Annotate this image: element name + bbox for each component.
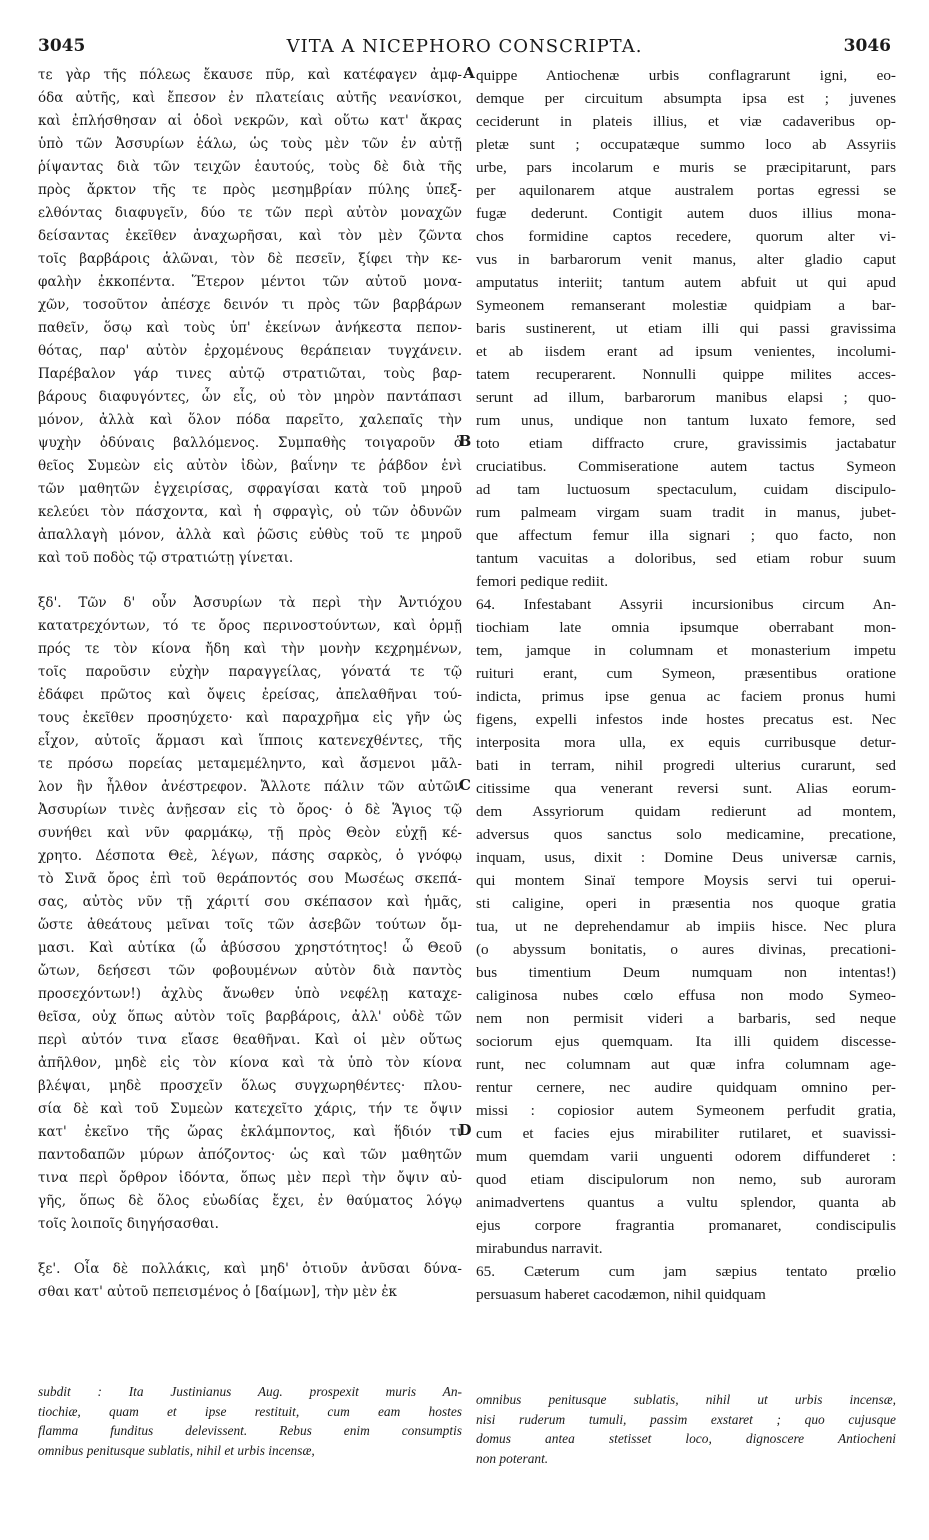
text-line: Παρέβαλον γάρ τινες αὐτῷ στρατιῶται, τοὺς βαρ- bbox=[38, 366, 462, 382]
text-line: θεῖσα, οὐχ ὅπως αὐτὸν τοῖς βαρβάροις, ἀλλ' οὐδὲ τῶν bbox=[38, 1009, 462, 1025]
text-line: ad tam luctuosum spectaculum, cuidam discipulo- bbox=[476, 481, 896, 498]
text-line: interposita mora ulla, ex equis curribusque detur- bbox=[476, 734, 896, 751]
text-line: δείσαντας ἐκεῖθεν ἀναχωρῆσαι, καὶ τὸν μὲν ζῶντα bbox=[38, 228, 462, 244]
text-line: μόνον, ἀλλὰ καὶ ὅλον πόδα παρεῖτο, χαλεπαῖς τὴν bbox=[38, 412, 462, 428]
text-line: adversus quos sanctus solo medicamine, precatione, bbox=[476, 826, 896, 843]
text-line: θότας, παρ' αὐτὸν ἐρχομένους θεράπειαν τυγχάνειν. bbox=[38, 343, 462, 359]
text-line: cruciatibus. Commiseratione autem tactus Symeon bbox=[476, 458, 896, 475]
page-number-left: 3045 bbox=[38, 36, 86, 56]
text-line: rum palmeam virgam suam tradit in manus, jubet- bbox=[476, 504, 896, 521]
text-line: θεῖος Συμεὼν εἰς αὐτὸν ἰδὼν, βαΐνην τε ῥάβδον ἑνὶ bbox=[38, 458, 462, 474]
text-line: citissime qua venerant reversi sunt. Alias eorum- bbox=[476, 780, 896, 797]
text-line: tem, jamque in columnam et monasterium impetu bbox=[476, 642, 896, 659]
section-marker-c: C bbox=[459, 776, 471, 794]
text-line: ελθόντας διαφυγεῖν, δύο τε τῶν περὶ αὐτὸν μοναχῶν bbox=[38, 205, 462, 221]
text-line: πρὸς ἄρκτον τῆς τε πρὸς μεσημβρίαν πύλης ὑπεξ- bbox=[38, 182, 462, 198]
text-line: nisi ruderum tumuli, passim exstaret ; quo cujusque bbox=[476, 1411, 896, 1427]
text-line: κελεύει τὸν πάσχοντα, καὶ ἡ σφραγὶς, οὐ τῶν ὀδυνῶν bbox=[38, 504, 462, 520]
text-line: ξε'. Οἷα δὲ πολλάκις, καὶ μηδ' ὁτιοῦν ἀνῦσαι δύνα- bbox=[38, 1261, 462, 1277]
text-line: παντοδαπῶν μύρων ἀπόζοντος· ὡς καὶ τῶν μαθητῶν bbox=[38, 1147, 462, 1163]
text-line: τε πρόσω πορείας μεταμεμέληντο, καὶ ἄσμενοι μᾶλ- bbox=[38, 756, 462, 772]
text-line: μασι. Καὶ αὐτίκα (ὦ ἀβύσσου χρηστότητος! ὦ Θεοῦ bbox=[38, 940, 462, 956]
text-line: τινα περὶ ὄρθρον ἰδόντα, ὅπως μὲν περὶ τὴν ὄψιν αὐ- bbox=[38, 1170, 462, 1186]
text-line: συνήθει καὶ νῦν φαρμάκῳ, τῇ πρὸς Θεὸν εὐχῇ κέ- bbox=[38, 825, 462, 841]
text-line: όδα αὐτῆς, καὶ ἔπεσον ἐν πλατείαις αὐτῆς νεανίσκοι, bbox=[38, 90, 462, 106]
text-line: urbe, pars incolarum e muris se præcipitarunt, pars bbox=[476, 159, 896, 176]
text-line: tantum vacuitas a doloribus, sed etiam robur suum bbox=[476, 550, 896, 567]
text-line: mirabundus narravit. bbox=[476, 1240, 603, 1257]
text-line: femori pedique rediit. bbox=[476, 573, 609, 590]
text-line: tua, ut ne deprehendamur ab impiis hisce. Nec plura bbox=[476, 918, 896, 935]
text-line: ξδ'. Τῶν δ' οὖν Ἀσσυρίων τὰ περὶ τὴν Ἀντιόχου bbox=[38, 595, 462, 611]
text-line: χῶν, τοσοῦτον ἀπέσχε δεινόν τι πρὸς τῶν βαρβάρων bbox=[38, 297, 462, 313]
text-line: ejus corpore fragrantia promanaret, condiscipulis bbox=[476, 1217, 896, 1234]
page-title: VITA A NICEPHORO CONSCRIPTA. bbox=[286, 36, 643, 57]
text-line: dem Assyriorum quidam redierunt ad montem, bbox=[476, 803, 896, 820]
text-line: ὤτων, δεήσεσι τῶν φοβουμένων αὐτὸν διὰ παντὸς bbox=[38, 963, 462, 979]
text-line: ἐδάφει πρῶτος καὶ ὄψεις ἐρείσας, ἀπελαθῆναι τού- bbox=[38, 687, 462, 703]
text-line: τε γὰρ τῆς πόλεως ἔκαυσε πῦρ, καὶ κατέφαγεν ἀμφ- bbox=[38, 67, 462, 83]
footnote-left bbox=[38, 1382, 462, 1460]
text-line: persuasum haberet cacodæmon, nihil quidquam bbox=[476, 1286, 766, 1303]
text-line: παθεῖν, ὅσῳ καὶ τοὺς ὑπ' ἐκείνων ἀνήκεστα πεπον- bbox=[38, 320, 462, 336]
text-line: λον ἢν ἦλθον ἀνέστρεφον. Ἄλλοτε πάλιν τῶν αὐτῶν bbox=[38, 779, 462, 795]
page-number-right: 3046 bbox=[843, 36, 891, 56]
text-line: toto etiam diffracto crure, gravissimis jactabatur bbox=[476, 435, 896, 452]
text-line: καὶ ἐπλήσθησαν αἱ ὁδοὶ νεκρῶν, καὶ οὕτω κατ' ἄκρας bbox=[38, 113, 462, 129]
text-line: flamma funditus delevissent. Rebus enim consumptis bbox=[38, 1423, 462, 1438]
text-line: omnibus penitusque sublatis, nihil et urbis incensæ, bbox=[38, 1442, 315, 1458]
text-line: bati in terram, nihil progredi ulterius curarunt, sed bbox=[476, 757, 896, 774]
latin-paragraph-2 bbox=[476, 593, 896, 1260]
text-line: ψυχὴν ὀδύναις βαλλόμενος. Συμπαθὴς τοιγαροῦν ὁ bbox=[38, 435, 462, 451]
text-line: σία δὲ καὶ τοῦ Συμεὼν κατεχεῖτο χάρις, τήν τε ὄψιν bbox=[38, 1101, 462, 1117]
greek-column bbox=[38, 64, 462, 1304]
text-line: Symeonem remanserant molestiæ quidpiam a bar- bbox=[476, 297, 896, 314]
text-line: vus in barbarorum venit manus, alter gladio caput bbox=[476, 251, 896, 268]
greek-paragraph-2 bbox=[38, 592, 462, 1236]
text-line: 65. Cæterum cum jam sæpius tentato prœlio bbox=[476, 1263, 896, 1280]
text-line: σθαι κατ' αὐτοῦ πεπεισμένος ὁ [δαίμων], τὴν μὲν ἐκ bbox=[38, 1284, 397, 1300]
text-line: βάρους διαφυγόντες, ὧν εἷς, οὐ τὸν μηρὸν παντάπασι bbox=[38, 389, 462, 405]
text-line: καὶ τοῦ ποδὸς τῷ στρατιώτῃ γίνεται. bbox=[38, 550, 294, 566]
text-line: baris sustinerent, ut etiam illi qui passi gravissima bbox=[476, 320, 896, 337]
text-line: cum et facies ejus mirabiliter rutilaret, et suavissi- bbox=[476, 1125, 896, 1142]
text-line: ῥίψαντας διὰ τῶν τειχῶν ἑαυτούς, τοὺς δὲ διὰ τῆς bbox=[38, 159, 462, 175]
text-line: 64. Infestabant Assyrii incursionibus circum An- bbox=[476, 596, 896, 613]
text-line: amputatus interiit; tantum autem abfuit ut qui apud bbox=[476, 274, 896, 291]
text-line: κατ' ἐκεῖνο τῆς ὥρας ἐκλάμποντος, καὶ ἥδιόν τι bbox=[38, 1124, 462, 1140]
text-line: (o abyssum bonitatis, o aures divinas, precationi- bbox=[476, 941, 896, 958]
text-line: bus timentium Deum numquam non intentas!) bbox=[476, 964, 896, 981]
text-line: βλέψαι, μηδὲ προσχεῖν ὅλως συγχωρηθέντες· πλου- bbox=[38, 1078, 462, 1094]
text-line: per aquilonarem atque australem portas egressi se bbox=[476, 182, 896, 199]
text-line: demque per circuitum absumpta ipsa est ; juvenes bbox=[476, 90, 896, 107]
text-line: pletæ sunt ; occupatæque summo loco ab Assyriis bbox=[476, 136, 896, 153]
text-line: ceciderunt in plateis illius, et viæ cadaveribus op- bbox=[476, 113, 896, 130]
text-line: omnibus penitusque sublatis, nihil ut urbis incensæ, bbox=[476, 1392, 896, 1407]
text-line: tiochiam late omnia ipsumque oberrabant mon- bbox=[476, 619, 896, 636]
text-line: εἶχον, αὐτοῖς ἅρμασι καὶ ἵπποις κατενεχθέντες, τῆς bbox=[38, 733, 462, 749]
text-line: chos formidine captos recedere, quorum alter vi- bbox=[476, 228, 896, 245]
text-line: tiochiæ, quam et ipse restituit, cum eam hostes bbox=[38, 1403, 462, 1419]
latin-paragraph-1 bbox=[476, 64, 896, 593]
text-line: qui montem Sinaï tempore Moysis servi tui operui- bbox=[476, 872, 896, 889]
text-line: τοῖς παροῦσιν εὐχὴν παραγγείλας, γόνατά τε τῷ bbox=[38, 664, 462, 680]
text-line: χρητο. Δέσποτα Θεὲ, λέγων, πάσης σαρκὸς, ὁ γνόφῳ bbox=[38, 848, 462, 864]
text-line: caliginosa nubes cœlo effusa non modo Symeo- bbox=[476, 987, 896, 1004]
text-line: περὶ αὐτόν τινα εἴασε θεαθῆναι. Καὶ οἱ μὲν οὕτως bbox=[38, 1032, 462, 1048]
text-line: προσεχόντων!) ἀχλὺς ἄνωθεν ὑπὸ νεφέλῃ καταχε- bbox=[38, 986, 462, 1002]
latin-paragraph-3 bbox=[476, 1260, 896, 1306]
text-line: τους ἐκεῖθεν προσηύχετο· καὶ παραχρῆμα εἰς γῆν ὡς bbox=[38, 710, 462, 726]
footnote-right bbox=[476, 1390, 896, 1468]
text-line: figens, expelli infestos inde hostes precatus est. Nec bbox=[476, 711, 896, 728]
text-line: Ἀσσυρίων τινὲς ἀνῇεσαν εἰς τὸ ὄρος· ὁ δὲ Ἅγιος τῷ bbox=[38, 802, 462, 818]
text-line: subdit : Ita Justinianus Aug. prospexit muris An- bbox=[38, 1384, 462, 1399]
section-marker-d: D bbox=[458, 1121, 472, 1139]
text-line: tatem recuperarent. Nonnulli quippe milites acces- bbox=[476, 366, 896, 383]
latin-column bbox=[476, 64, 896, 1306]
text-line: rentur cernere, nec audire quidquam omnino per- bbox=[476, 1079, 896, 1096]
text-line: indicta, primus ipse genua ac faciem pronus humi bbox=[476, 688, 896, 705]
text-line: τὸ Σινᾶ ὄρος ἐπὶ τοῦ θεράποντός σου Μωσέως σκεπά- bbox=[38, 871, 462, 887]
text-line: runt, nec columnam aut quæ infra columnam age- bbox=[476, 1056, 896, 1073]
text-line: animadvertens quantus a vultu splendor, quanta ab bbox=[476, 1194, 896, 1211]
text-line: ὥστε ἀθεάτους μεῖναι τοῖς τῶν ἀσεβῶν τούτων ὄμ- bbox=[38, 917, 462, 933]
text-line: inquam, usus, dixit : Domine Deus universæ carnis, bbox=[476, 849, 896, 866]
text-line: τῶν μαθητῶν ἐγχειρίσας, σφραγίσαι κατὰ τοῦ μηροῦ bbox=[38, 481, 462, 497]
section-marker-b: B bbox=[458, 432, 472, 450]
text-line: quippe Antiochenæ urbis conflagrarunt igni, eo- bbox=[476, 67, 896, 84]
text-line: φαλὴν ἐκκοπέντα. Ἕτερον μέντοι τῶν αὐτοῦ μονα- bbox=[38, 274, 462, 290]
text-line: κατατρεχόντων, τό τε ὄρος περινοστούντων, καὶ ὁρμῇ bbox=[38, 618, 462, 634]
text-line: ἀπῆλθον, μηδὲ εἰς τὸν κίονα καὶ τὰ ὑπὸ τὸν κίονα bbox=[38, 1055, 462, 1071]
text-line: ἀπαλλαγὴ μόνον, ἀλλὰ καὶ ῥῶσις εὐθὺς τοῦ τε μηροῦ bbox=[38, 527, 462, 543]
text-line: missi : copiosior autem Symeonem perfudit gratia, bbox=[476, 1102, 896, 1119]
text-line: sociorum ejus quemquam. Ita illi quidem discesse- bbox=[476, 1033, 896, 1050]
text-line: ὑπὸ τῶν Ἀσσυρίων ἑάλω, ὡς τοὺς μὲν τῶν ἐν αὐτῇ bbox=[38, 136, 462, 152]
text-line: quod etiam discipulorum non nemo, sub auroram bbox=[476, 1171, 896, 1188]
text-line: ruituri erant, cum Symeon, præsentibus oratione bbox=[476, 665, 896, 682]
text-line: fugæ dederunt. Contigit autem duos illius mona- bbox=[476, 205, 896, 222]
greek-paragraph-3 bbox=[38, 1258, 462, 1304]
text-line: que affectum femur illa signari ; quo facto, non bbox=[476, 527, 896, 544]
text-line: domus antea stetisset loco, dignoscere Antiocheni bbox=[476, 1431, 896, 1446]
text-line: τοῖς λοιποῖς διηγήσασθαι. bbox=[38, 1216, 219, 1232]
text-line: serunt ad illum, barbarorum manibus elapsi ; quo- bbox=[476, 389, 896, 406]
text-line: σας, αὐτὸς νῦν τῇ χάριτί σου σκέπασον καὶ ἡμᾶς, bbox=[38, 894, 462, 910]
greek-paragraph-1 bbox=[38, 64, 462, 570]
text-line: mum quemdam varii unguenti odorem diffunderet : bbox=[476, 1148, 896, 1165]
text-line: πρός τε τὸν κίονα ἤδη καὶ τὴν μονὴν κεχρημένων, bbox=[38, 641, 462, 657]
text-line: nem non permisit videri a barbaris, sed neque bbox=[476, 1010, 896, 1027]
text-line: sti caligine, operi in præsentia nos quoque gratia bbox=[476, 895, 896, 912]
text-line: γῆς, ὅπως δὲ ὅλος εὐωδίας ἔχει, ἐν θαύματος λόγῳ bbox=[38, 1193, 462, 1209]
text-line: τοῖς βαρβάροις ἁλῶναι, τὸν δὲ πεσεῖν, ξίφει τὴν κε- bbox=[38, 251, 462, 267]
text-line: non poterant. bbox=[476, 1450, 549, 1466]
running-header bbox=[38, 36, 891, 62]
text-line: et ab iisdem erant ad ipsum venientes, incolumi- bbox=[476, 343, 896, 360]
text-line: rum unus, undique non tantum luxato femore, sed bbox=[476, 412, 896, 429]
section-marker-a: A bbox=[463, 64, 475, 82]
